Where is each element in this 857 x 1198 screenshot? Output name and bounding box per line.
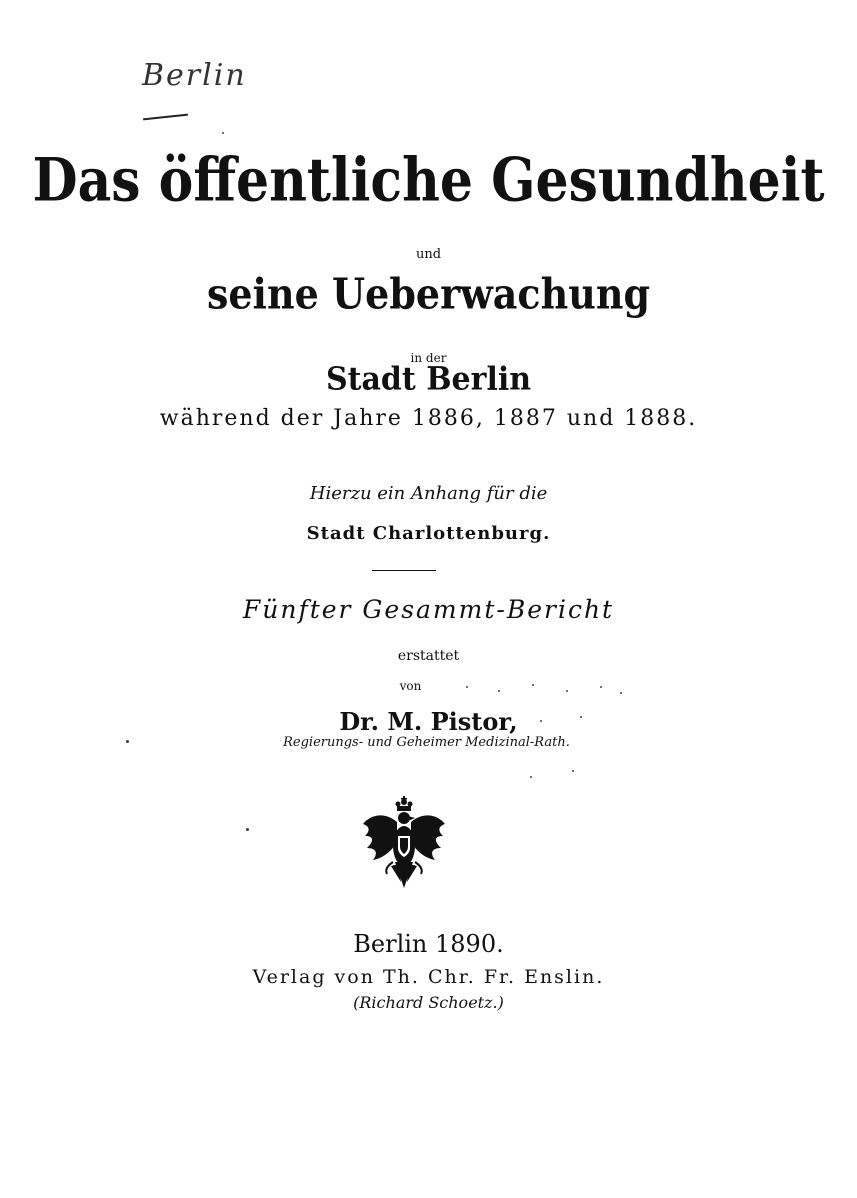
printer: (Richard Schoetz.) [353,993,504,1012]
scan-speck [530,776,532,778]
title-city: Stadt Berlin [325,361,532,398]
conjunction-und: und [415,247,442,262]
main-title: Das öffentliche Gesundheit [32,145,825,216]
handwritten-note: Berlin [142,58,247,93]
conjunction-in-der: in der [410,351,447,365]
report-title: Fünfter Gesammt-Bericht [242,595,615,624]
second-title: seine Ueberwachung [206,268,651,319]
scan-speck [580,716,582,718]
appendix-intro: Hierzu ein Anhang für die [309,483,548,504]
report-von: von [399,679,422,693]
author-name: Dr. M. Pistor, [339,707,518,736]
scan-speck [466,686,468,688]
scan-speck [566,690,568,692]
scan-speck [620,692,622,694]
handwritten-underline [143,114,188,121]
scan-speck [222,132,224,134]
section-divider [372,570,436,571]
scan-speck [126,740,129,743]
report-verb: erstattet [397,648,460,664]
years-line: während der Jahre 1886, 1887 und 1888. [159,406,698,431]
scan-speck [600,686,602,688]
scan-speck [572,770,574,772]
scan-speck [540,720,542,722]
place-year: Berlin 1890. [353,930,504,958]
scan-speck [532,684,534,686]
publisher: Verlag von Th. Chr. Fr. Enslin. [252,966,605,988]
scan-speck [246,828,249,831]
scan-speck [498,690,500,692]
author-title: Regierungs- und Geheimer Medizinal-Rath. [283,735,570,750]
prussian-eagle-icon [361,796,447,892]
appendix-city: Stadt Charlottenburg. [306,523,551,544]
